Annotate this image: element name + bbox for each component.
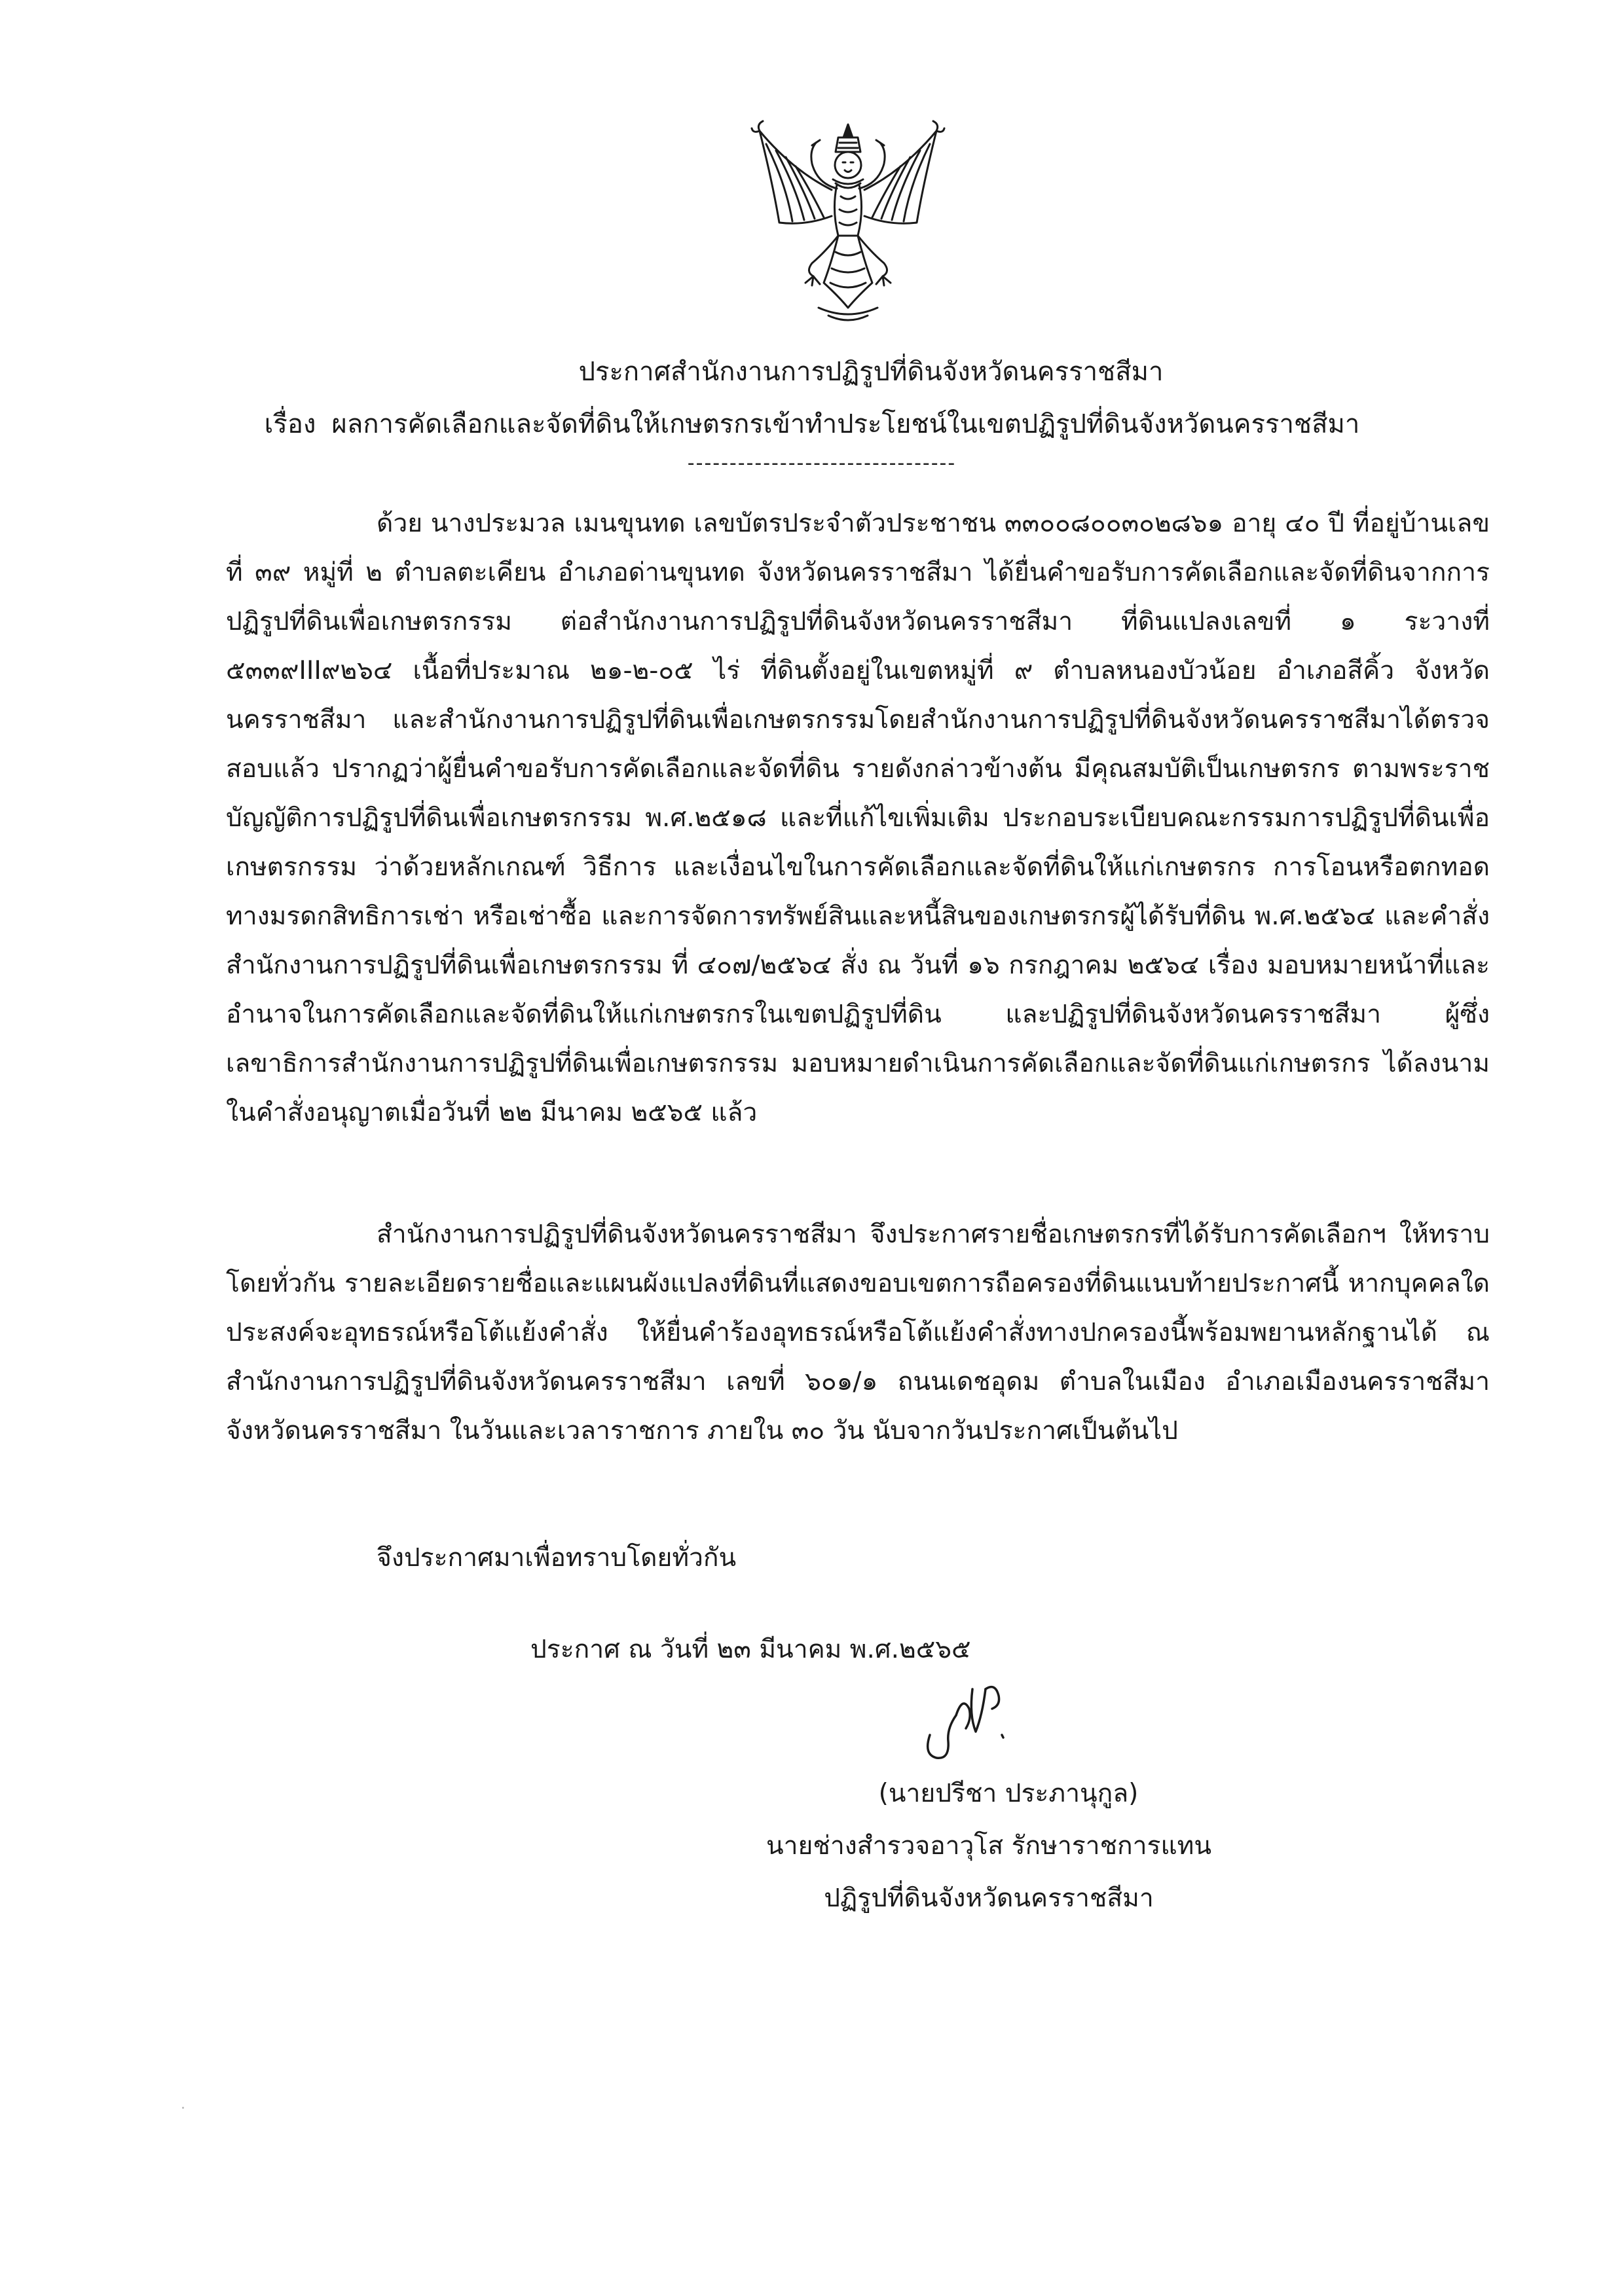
- garuda-emblem-icon: [740, 111, 956, 327]
- signer-title: นายช่างสำรวจอาวุโส รักษาราชการแทน: [766, 1831, 1212, 1861]
- title-divider: --------------------------------: [687, 452, 957, 475]
- closing-statement: จึงประกาศมาเพื่อทราบโดยทั่วกัน: [377, 1543, 737, 1573]
- signer-name: (นายปรีชา ประภานุกูล): [878, 1779, 1139, 1808]
- scan-speck: [182, 2107, 184, 2109]
- body-paragraph-2: สำนักงานการปฏิรูปที่ดินจังหวัดนครราชสีมา จึงประกาศรายชื่อเกษตรกรที่ได้รับการคัดเลือกฯ ให้ทราบโดยทั่วกัน รายละเอียดรายชื่อและแผนผังแปลงที่ดินที่แสดงขอบเขตการถือครองที่ดินแนบท้ายประกาศนี้ หากบุคคลใดประสงค์จะอุทธรณ์หรือโต้แย้งคำสั่ง ให้ยื่นคำร้องอุทธรณ์หรือโต้แย้งคำสั่งทางปกครองนี้พร้อมพยานหลักฐานได้ ณ สำนักงานการปฏิรูปที่ดินจังหวัดนครราชสีมา เลขที่ ๖๐๑/๑ ถนนเดชอุดม ตำบลในเมือง อำเภอเมืองนครราชสีมา จังหวัดนครราชสีมา ในวันและเวลาราชการ ภายใน ๓๐ วัน นับจากวันประกาศเป็นต้นไป: [226, 1220, 1490, 1446]
- subject-label: เรื่อง: [264, 409, 316, 439]
- document-title: ประกาศสำนักงานการปฏิรูปที่ดินจังหวัดนครราชสีมา: [578, 357, 1164, 387]
- subject-text: ผลการคัดเลือกและจัดที่ดินให้เกษตรกรเข้าทำประโยชน์ในเขตปฏิรูปที่ดินจังหวัดนครราชสีมา: [331, 409, 1360, 439]
- announce-date: ประกาศ ณ วันที่ ๒๓ มีนาคม พ.ศ.๒๕๖๕: [530, 1635, 971, 1664]
- signer-organization: ปฏิรูปที่ดินจังหวัดนครราชสีมา: [824, 1884, 1154, 1913]
- signature-icon: [904, 1669, 1035, 1774]
- document-subject: [0, 405, 1624, 444]
- body-paragraph-1: ด้วย นางประมวล เมนขุนทด เลขบัตรประจำตัวประชาชน ๓๓๐๐๘๐๐๓๐๒๘๖๑ อายุ ๔๐ ปี ที่อยู่บ้านเลขที่ ๓๙ หมู่ที่ ๒ ตำบลตะเคียน อำเภอด่านขุนทด จังหวัดนครราชสีมา ได้ยื่นคำขอรับการคัดเลือกและจัดที่ดินจากการปฏิรูปที่ดินเพื่อเกษตรกรรม ต่อสำนักงานการปฏิรูปที่ดินจังหวัดนครราชสีมา ที่ดินแปลงเลขที่ ๑ ระวางที่ ๕๓๓๙III๙๒๖๔ เนื้อที่ประมาณ ๒๑-๒-๐๕ ไร่ ที่ดินตั้งอยู่ในเขตหมู่ที่ ๙ ตำบลหนองบัวน้อย อำเภอสีคิ้ว จังหวัดนครราชสีมา และสำนักงานการปฏิรูปที่ดินเพื่อเกษตรกรรมโดยสำนักงานการปฏิรูปที่ดินจังหวัดนครราชสีมาได้ตรวจสอบแล้ว ปรากฏว่าผู้ยื่นคำขอรับการคัดเลือกและจัดที่ดิน รายดังกล่าวข้างต้น มีคุณสมบัติเป็นเกษตรกร ตามพระราชบัญญัติการปฏิรูปที่ดินเพื่อเกษตรกรรม พ.ศ.๒๕๑๘ และที่แก้ไขเพิ่มเติม ประกอบระเบียบคณะกรรมการปฏิรูปที่ดินเพื่อเกษตรกรรม ว่าด้วยหลักเกณฑ์ วิธีการ และเงื่อนไขในการคัดเลือกและจัดที่ดินให้แก่เกษตรกร การโอนหรือตกทอดทางมรดกสิทธิการเช่า หรือเช่าซื้อ และการจัดการทรัพย์สินและหนี้สินของเกษตรกรผู้ได้รับที่ดิน พ.ศ.๒๕๖๔ และคำสั่งสำนักงานการปฏิรูปที่ดินเพื่อเกษตรกรรม ที่ ๔๐๗/๒๕๖๔ สั่ง ณ วันที่ ๑๖ กรกฎาคม ๒๕๖๔ เรื่อง มอบหมายหน้าที่และอำนาจในการคัดเลือกและจัดที่ดินให้แก่เกษตรกรในเขตปฏิรูปที่ดิน และปฏิรูปที่ดินจังหวัดนครราชสีมา ผู้ซึ่งเลขาธิการสำนักงานการปฏิรูปที่ดินเพื่อเกษตรกรรม มอบหมายดำเนินการคัดเลือกและจัดที่ดินแก่เกษตรกร ได้ลงนามในคำสั่งอนุญาตเมื่อวันที่ ๒๒ มีนาคม ๒๕๖๕ แล้ว: [226, 509, 1490, 1127]
